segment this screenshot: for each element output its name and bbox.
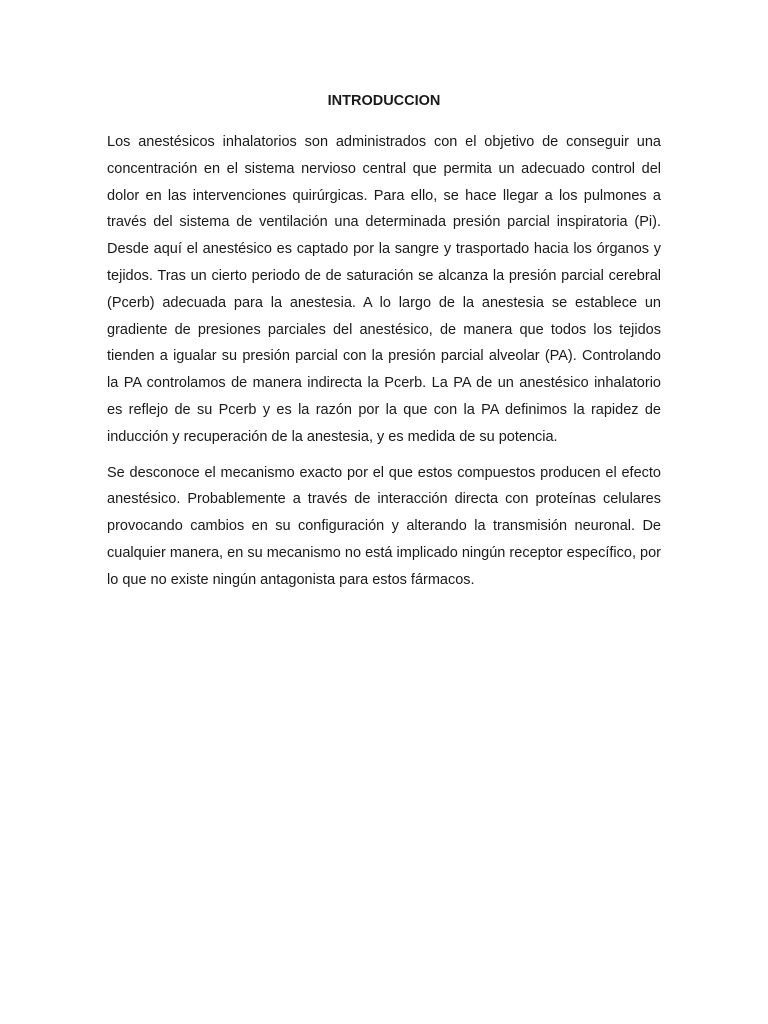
paragraph-1: Los anestésicos inhalatorios son administrados con el objetivo de conseguir una concentración en el sistema nervioso central que permita un adecuado control del dolor en las intervenciones quirúrgicas. Para ello, se hace llegar a los pulmones a través del sistema de ventilación una determinada presión parcial inspiratoria (Pi). Desde aquí el anestésico es captado por la sangre y trasportado hacia los órganos y tejidos. Tras un cierto periodo de de saturación se alcanza la presión parcial cerebral (Pcerb) adecuada para la anestesia. A lo largo de la anestesia se establece un gradiente de presiones parciales del anestésico, de manera que todos los tejidos tienden a igualar su presión parcial con la presión parcial alveolar (PA). Controlando la PA controlamos de manera indirecta la Pcerb. La PA de un anestésico inhalatorio es reflejo de su Pcerb y es la razón por la que con la PA definimos la rapidez de inducción y recuperación de la anestesia, y es medida de su potencia. <box>107 134 661 445</box>
document-page <box>107 92 661 603</box>
document-title: INTRODUCCION <box>327 93 441 109</box>
paragraph-2: Se desconoce el mecanismo exacto por el que estos compuestos producen el efecto anestésico. Probablemente a través de interacción directa con proteínas celulares provocando cambios en su configuración y alterando la transmisión neuronal. De cualquier manera, en su mecanismo no está implicado ningún receptor específico, por lo que no existe ningún antagonista para estos fármacos. <box>107 464 661 588</box>
